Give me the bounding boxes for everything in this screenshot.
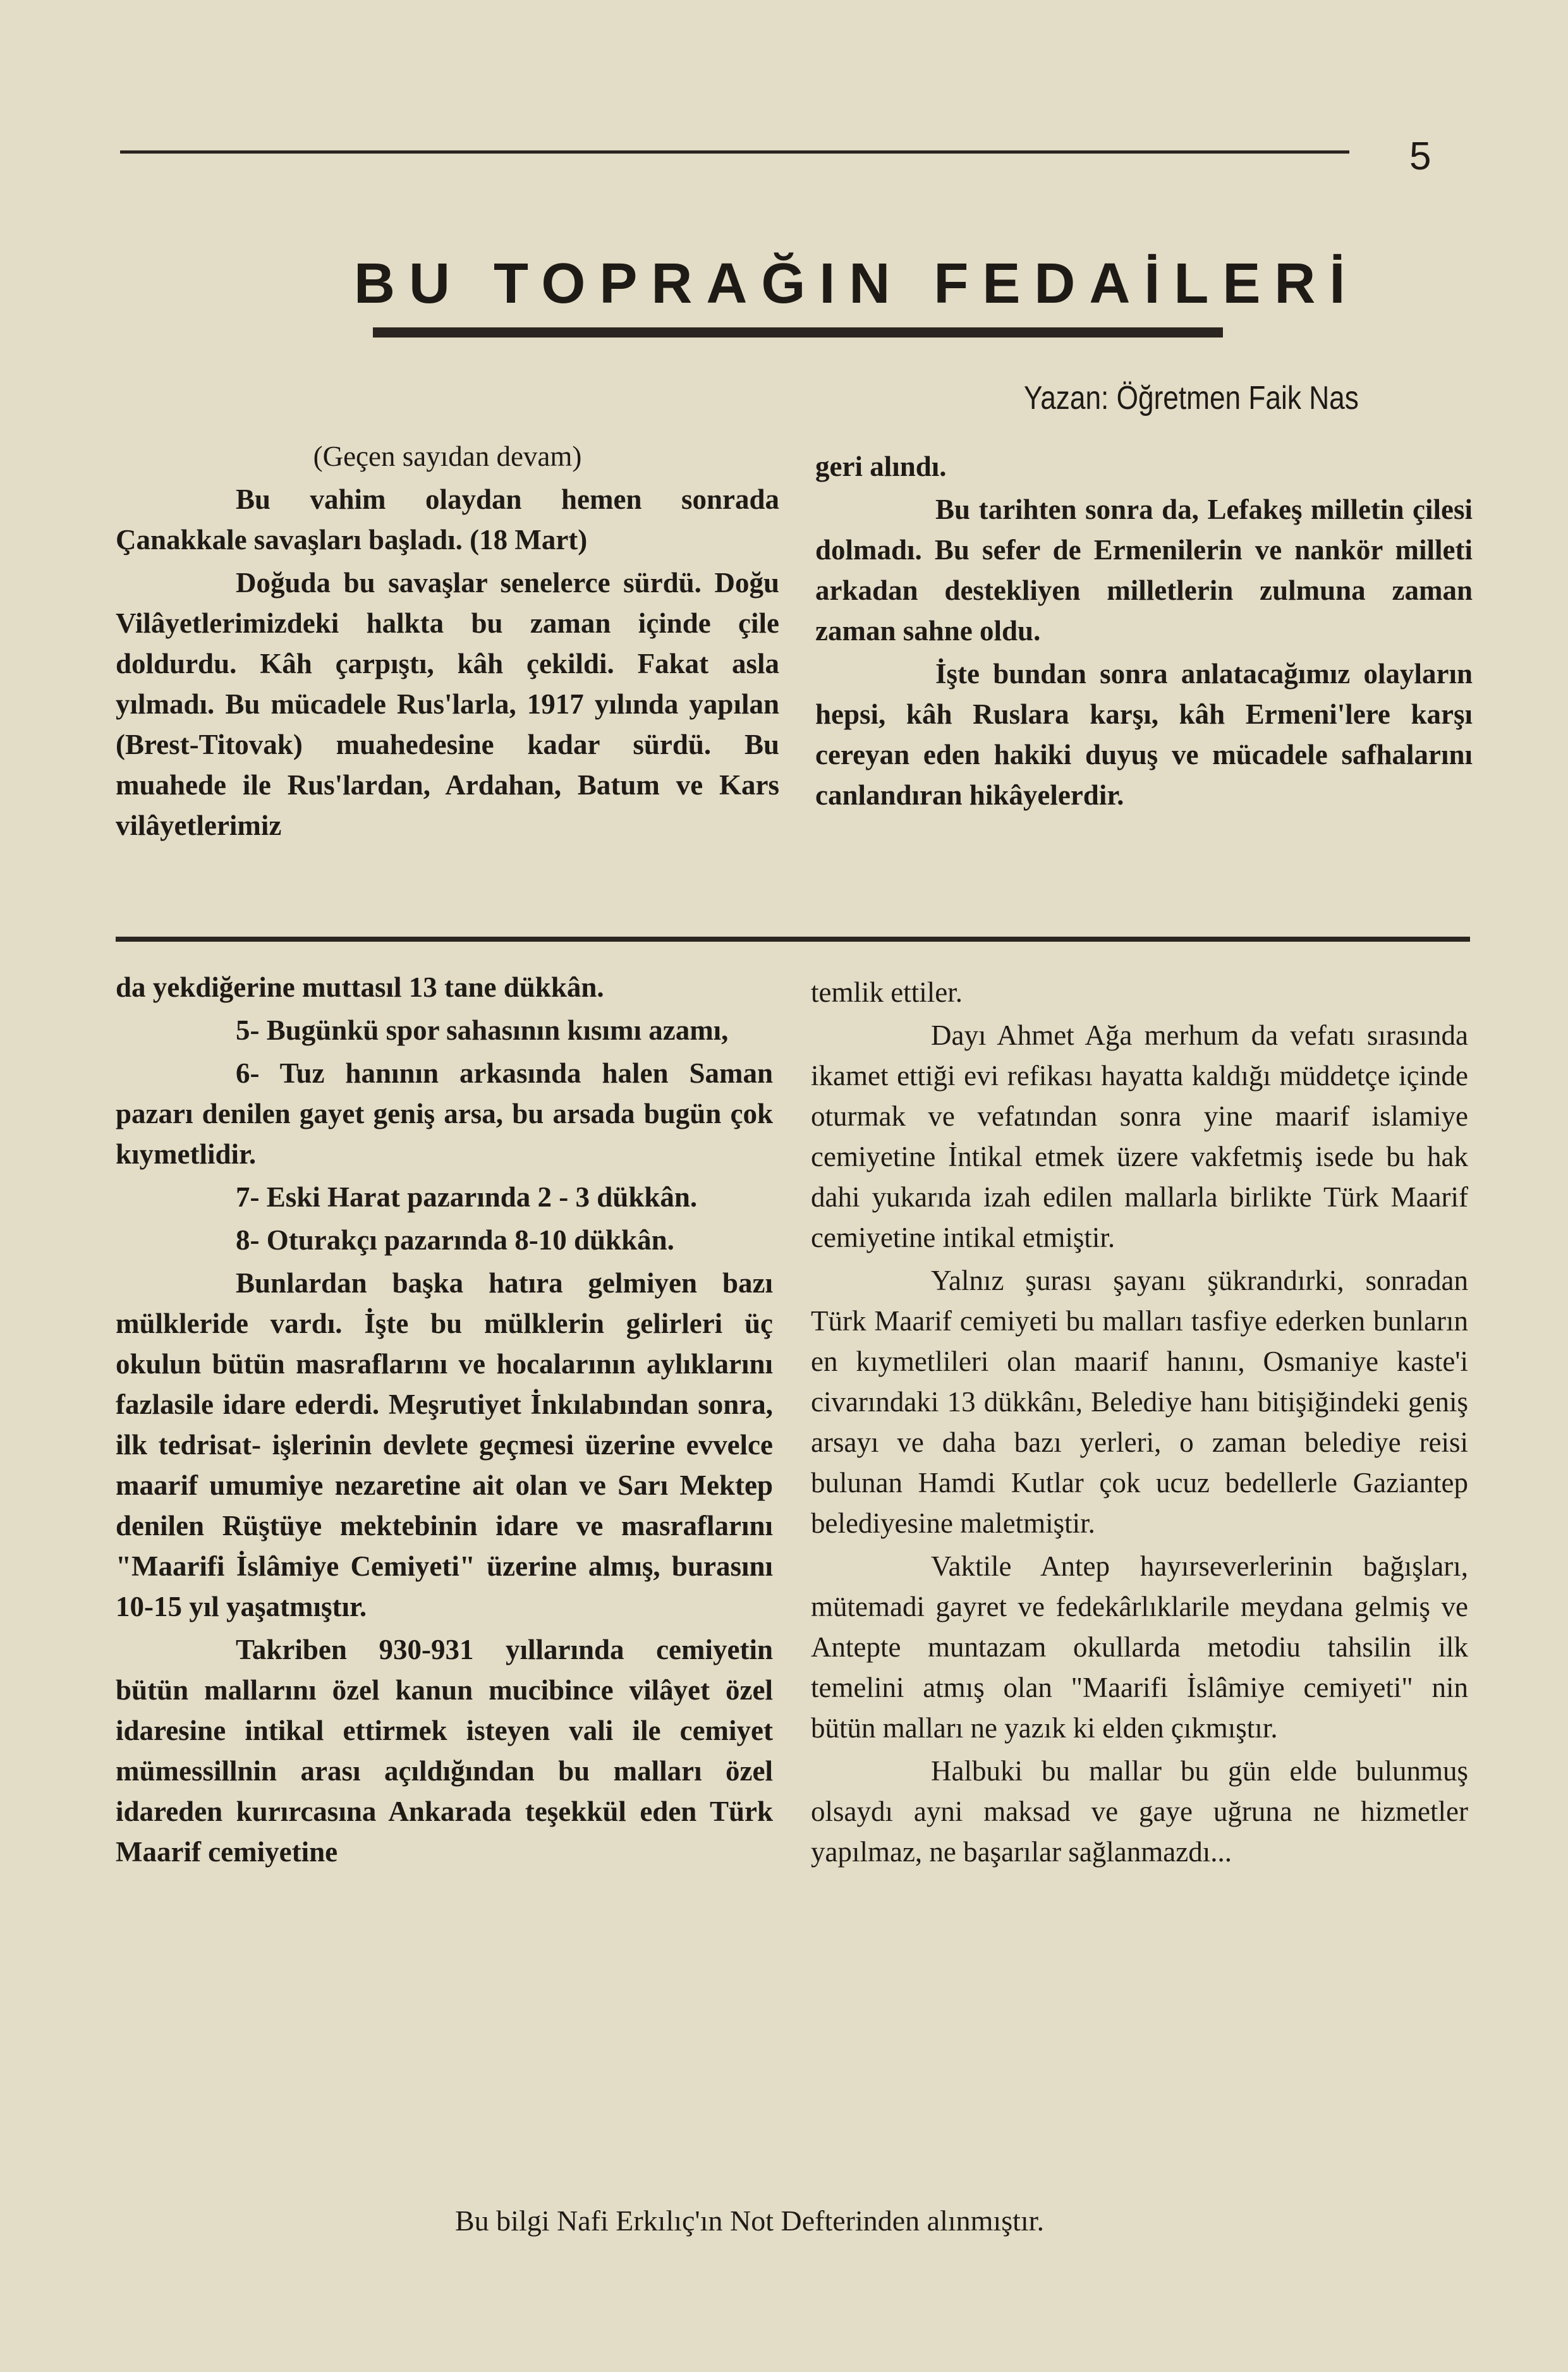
upper-left-column <box>116 436 779 848</box>
list-item: 5- Bugünkü spor sahasının kısımı azamı, <box>236 1014 729 1046</box>
source-note: Bu bilgi Nafi Erkılıç'ın Not Defterinden alınmıştır. <box>455 2205 1044 2237</box>
paragraph: da yekdiğerine muttasıl 13 tane dükkân. <box>116 971 604 1003</box>
paragraph: geri alındı. <box>815 451 947 482</box>
paragraph: Takriben 930-931 yıllarında cemiyetin bütün mallarını özel kanun mucibince vilâyet özel idaresine intikal ettirmek isteyen vali ile cemiyet mümessillnin arası açıldığından bu malları özel idareden kurırcasına Ankarada teşekkül eden Türk Maarif cemiyetine <box>116 1634 773 1868</box>
paragraph: Bunlardan başka hatıra gelmiyen bazı mülkleride vardı. İşte bu mülklerin gelirleri üç okulun bütün masraflarını ve hocalarının aylıklarını fazlasile idare ederdi. Meşrutiyet İnkılabından sonra, ilk tedrisat- işlerinin devlete geçmesi üzerine evvelce maarif umumiye nezaretine ait olan ve Sarı Mektep denilen Rüştüye mektebinin idare ve masraflarını "Maarifi İslâmiye Cemiyeti" üzerine almış, burasını 10-15 yıl yaşatmıştır. <box>116 1267 773 1622</box>
paragraph: Dayı Ahmet Ağa merhum da vefatı sırasında ikamet ettiği evi refikası hayatta kaldığı müddetçe içinde oturmak ve vefatından sonra yine maarif islamiye cemiyetine İntikal etmek üzere vakfetmiş isede bu hak dahi yukarıda izah edilen mallarla birlikte Türk Maarif cemiyetine intikal etmiştir. <box>811 1019 1468 1253</box>
lower-left-column <box>116 967 773 1875</box>
top-rule <box>120 150 1349 154</box>
paragraph: Yalnız şurası şayanı şükrandırki, sonradan Türk Maarif cemiyeti bu malları tasfiye ederken bunların en kıymetlileri olan maarif hanını, Osmaniye kaste'i civarındaki 13 dükkânı, Belediye hanı bitişiğindeki geniş arsayı ve daha bazı yerleri, o zaman belediye reisi bulunan Hamdi Kutlar çok ucuz bedellerle Gaziantep belediyesine maletmiştir. <box>811 1265 1468 1539</box>
paragraph: İşte bundan sonra anlatacağımız olayların hepsi, kâh Ruslara karşı, kâh Ermeni'lere karşı cereyan eden hakiki duyuş ve mücadele safhalarını canlandıran hikâyelerdir. <box>815 658 1473 811</box>
title-underline <box>373 327 1223 338</box>
list-item: 8- Oturakçı pazarında 8-10 dükkân. <box>236 1224 674 1256</box>
paragraph: Doğuda bu savaşlar senelerce sürdü. Doğu Vilâyetlerimizdeki halkta bu zaman içinde çile doldurdu. Kâh çarpıştı, kâh çekildi. Fakat asla yılmadı. Bu mücadele Rus'larla, 1917 yılında yapılan (Brest-Titovak) muahedesine kadar sürdü. Bu muahede ile Rus'lardan, Ardahan, Batum ve Kars vilâyetlerimiz <box>116 567 779 841</box>
list-item: 7- Eski Harat pazarında 2 - 3 dükkân. <box>236 1181 698 1213</box>
article-title: BU TOPRAĞIN FEDAİLERİ <box>354 252 1359 315</box>
paragraph: Halbuki bu mallar bu gün elde bulunmuş olsaydı ayni maksad ve gaye uğruna ne hizmetler yapılmaz, ne başarılar sağlanmazdı... <box>811 1755 1468 1868</box>
paragraph: Bu vahim olaydan hemen sonrada Çanakkale savaşları başladı. (18 Mart) <box>116 484 779 556</box>
section-divider <box>116 937 1470 942</box>
paragraph: Bu tarihten sonra da, Lefakeş milletin çilesi dolmadı. Bu sefer de Ermenilerin ve nankör milleti arkadan destekliyen milletlerin zulmuna zaman zaman sahne oldu. <box>815 494 1473 647</box>
paragraph: temlik ettiler. <box>811 976 963 1008</box>
continuation-note: (Geçen sayıdan devam) <box>313 441 582 472</box>
upper-right-column <box>815 446 1473 818</box>
paragraph: Vaktile Antep hayırseverlerinin bağışları, mütemadi gayret ve fedekârlıklarile meydana gelmiş ve Antepte muntazam okullarda metodiu tahsilin ilk temelini atmış olan "Maarifi İslâmiye cemiyeti" nin bütün malları ne yazık ki elden çıkmıştır. <box>811 1550 1468 1744</box>
page-number: 5 <box>1409 135 1431 178</box>
author-byline: Yazan: Öğretmen Faik Nas <box>1024 380 1359 417</box>
lower-right-column <box>811 972 1468 1875</box>
list-item: 6- Tuz hanının arkasında halen Saman pazarı denilen gayet geniş arsa, bu arsada bugün çok kıymetlidir. <box>116 1057 773 1170</box>
